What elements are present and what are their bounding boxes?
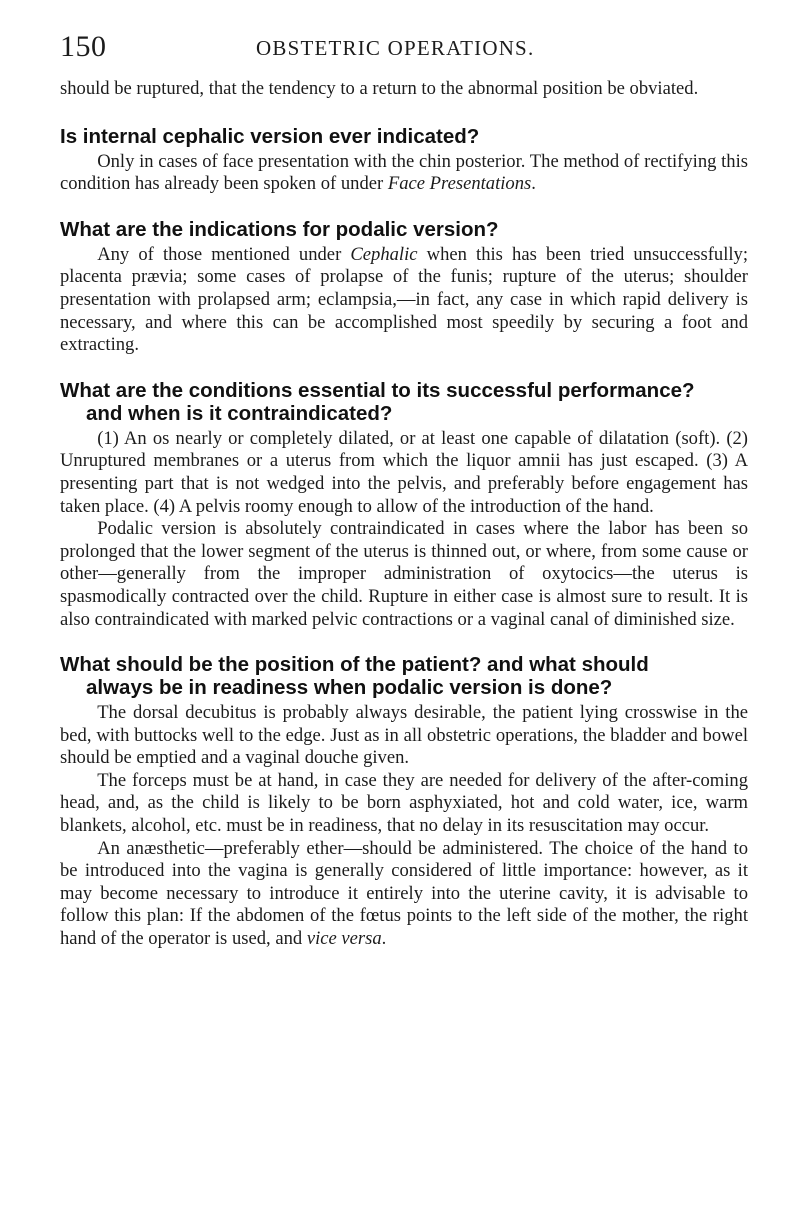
running-head: OBSTETRIC OPERATIONS. <box>256 36 535 60</box>
answer-text: Any of those mentioned under <box>97 243 351 265</box>
answer-paragraph <box>60 151 748 196</box>
answer-text: An anæsthetic—preferably ether—should be administered. The choice of the hand to be introduced into the vagina is generally considered of little importance: however, as it may become necessary to introduce it entirely into the uterine cavity, it is advisable to follow this plan: If the abdomen of the fœtus points to the left side of the mother, the right hand of the operator is used, and <box>60 837 748 950</box>
page-header <box>60 30 748 66</box>
answer-text: . <box>531 173 536 195</box>
answer-paragraph: Podalic version is absolutely contraindicated in cases where the labor has been so prolonged that the lower segment of the uterus is thinned out, or where, from some cause or other—generally from the improper administration of oxytocics—the uterus is spasmodically contracted over the child. Rupture in either case is almost sure to result. It is also contraindicated with marked pelvic contractions or a vaginal canal of diminished size. <box>60 518 748 630</box>
answer-paragraph: The forceps must be at hand, in case they are needed for delivery of the after-coming head, and, as the child is likely to be born asphyxiated, hot and cold water, ice, warm blankets, alcohol, etc. must be in readiness, that no delay in its resuscitation may occur. <box>60 769 748 837</box>
question-line: and when is it contraindicated? <box>86 401 393 425</box>
question-line: What should be the position of the patient? and what should <box>60 653 649 677</box>
answer-text: . <box>381 928 387 950</box>
question-heading <box>60 379 748 425</box>
answer-paragraph <box>60 838 748 951</box>
question-line: always be in readiness when podalic version is done? <box>86 676 613 700</box>
question-heading: What are the indications for podalic version? <box>60 217 499 241</box>
answer-paragraph: (1) An os nearly or completely dilated, or at least one capable of dilatation (soft). (2) Unruptured membranes or a uterus from which the liquor amnii has just escaped. (3) A presenting part that is not wedged into the pelvis, and preferably before engagement has taken place. (4) A pelvis roomy enough to allow of the introduction of the hand. <box>60 427 748 517</box>
page-number: 150 <box>60 30 107 63</box>
answer-paragraph <box>60 244 748 357</box>
question-heading: Is internal cephalic version ever indicated? <box>60 124 480 148</box>
cross-reference: Cephalic <box>350 243 418 265</box>
book-page <box>60 30 748 951</box>
intro-paragraph: should be ruptured, that the tendency to a return to the abnormal position be obviated. <box>60 78 699 99</box>
question-line: What are the conditions essential to its successful performance? <box>60 378 695 402</box>
emphasis-text: vice versa <box>306 928 382 950</box>
answer-text: when this has been tried unsuccessfully; placenta prævia; some cases of prolapse of the funis; rupture of the uterus; shoulder presentation with prolapsed arm; eclampsia,—in fact, any case in which rapid delivery is necessary, and where this can be accomplished most speedily by securing a foot and extracting. <box>60 243 748 356</box>
answer-paragraph: The dorsal decubitus is probably always desirable, the patient lying crosswise in the bed, with buttocks well to the edge. Just as in all obstetric operations, the bladder and bowel should be emptied and a vaginal douche given. <box>60 702 748 769</box>
question-heading <box>60 653 748 699</box>
cross-reference: Face Presentations <box>387 173 532 195</box>
answer-text: Only in cases of face presentation with the chin posterior. The method of rectifying this condition has already been spoken of under <box>60 150 748 195</box>
